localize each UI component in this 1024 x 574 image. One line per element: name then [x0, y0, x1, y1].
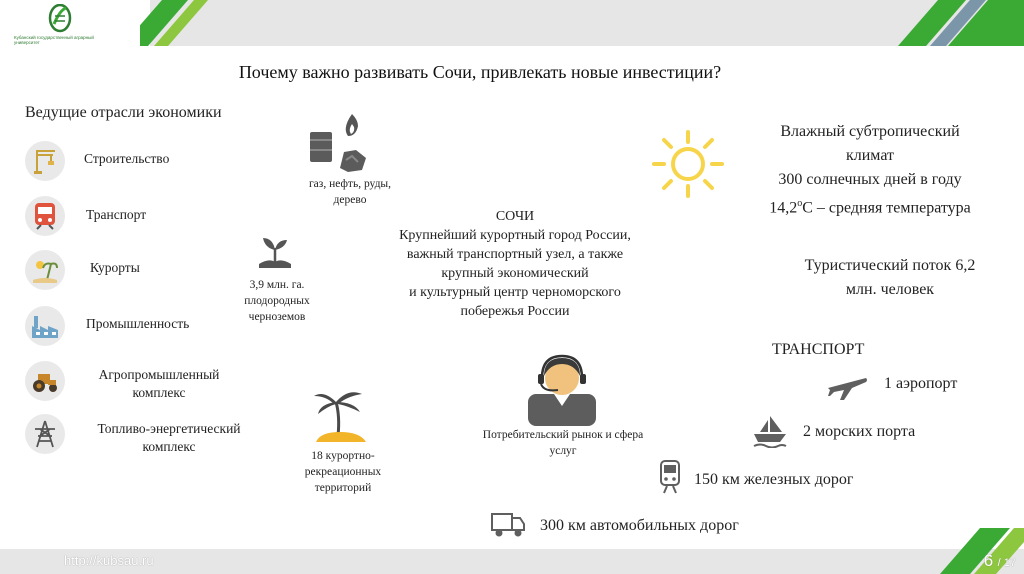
- tourism-info: [770, 254, 1010, 302]
- sochi-line: крупный экономический: [441, 266, 589, 281]
- climate-line-1: Влажный субтропический: [780, 123, 960, 140]
- resource-soil-label: 3,9 млн. га. плодородных черноземов: [244, 279, 310, 323]
- sochi-line: важный транспортный узел, а также: [406, 247, 624, 262]
- industry-label-industry: Промышленность: [86, 316, 190, 331]
- power-tower-icon: [25, 414, 65, 454]
- industry-label-construction: Строительство: [84, 151, 170, 166]
- construction-crane-icon: [25, 141, 65, 181]
- tourism-line-2: млн. человек: [845, 281, 935, 298]
- train-icon: [25, 196, 65, 236]
- logo-text: Кубанский государственный аграрный университет: [14, 35, 94, 45]
- page-number: [984, 551, 1016, 571]
- industry-label-agro: Агропромышленный комплекс: [98, 367, 220, 400]
- climate-temperature: $14,2^оС$ – средняя температура: [769, 198, 971, 217]
- industry-label-fuel-energy: Топливо-энергетический комплекс: [97, 421, 241, 454]
- climate-info: [730, 120, 1010, 220]
- top-stripes-right: [880, 0, 1024, 46]
- university-logo[interactable]: [14, 4, 104, 50]
- sochi-description: [335, 207, 695, 321]
- palm-island-icon: [312, 386, 368, 444]
- page-current: 6: [983, 551, 994, 570]
- sun-icon: [648, 128, 728, 198]
- airplane-icon: [826, 370, 868, 402]
- seaports-label: 2 морских порта: [803, 423, 916, 440]
- consumer-market-label: Потребительский рынок и сфера услуг: [482, 429, 644, 457]
- factory-icon: [25, 306, 65, 346]
- train-front-icon: [658, 459, 682, 495]
- resource-resort-label: 18 курортно-рекреационных территорий: [304, 450, 382, 494]
- truck-icon: [490, 510, 526, 540]
- airport-label: 1 аэропорт: [884, 375, 958, 392]
- soil-sprout-icon: [255, 234, 295, 272]
- page-title: Почему важно развивать Сочи, привлекать новые инвестиции?: [238, 62, 722, 82]
- oil-gas-icon: [308, 112, 370, 174]
- sochi-title: СОЧИ: [495, 209, 535, 224]
- climate-line-2: климат: [845, 147, 894, 164]
- tractor-icon: [25, 361, 65, 401]
- ship-icon: [752, 414, 788, 448]
- climate-line-3: 300 солнечных дней в году: [778, 171, 962, 188]
- railway-label: 150 км железных дорог: [694, 471, 854, 488]
- roads-label: 300 км автомобильных дорог: [540, 517, 739, 534]
- footer-url-link[interactable]: http://kubsau.ru: [64, 553, 154, 568]
- sochi-line: Крупнейший курортный город России,: [399, 228, 631, 243]
- transport-title: ТРАНСПОРТ: [772, 341, 865, 358]
- logo-leaf-icon: [47, 4, 73, 34]
- industry-label-transport: Транспорт: [86, 207, 147, 222]
- industry-label-resorts: Курорты: [90, 260, 140, 275]
- resource-fuel-label: газ, нефть, руды, дерево: [308, 178, 392, 206]
- top-stripes-left: [140, 0, 260, 46]
- sochi-line: и культурный центр черноморского: [409, 285, 621, 300]
- industries-title: Ведущие отрасли экономики: [25, 104, 222, 121]
- consumer-service-icon: [524, 350, 600, 426]
- page-total: / 17: [997, 557, 1016, 569]
- beach-resort-icon: [25, 250, 65, 290]
- tourism-line-1: Туристический поток 6,2: [804, 257, 976, 274]
- sochi-line: побережья России: [460, 304, 570, 319]
